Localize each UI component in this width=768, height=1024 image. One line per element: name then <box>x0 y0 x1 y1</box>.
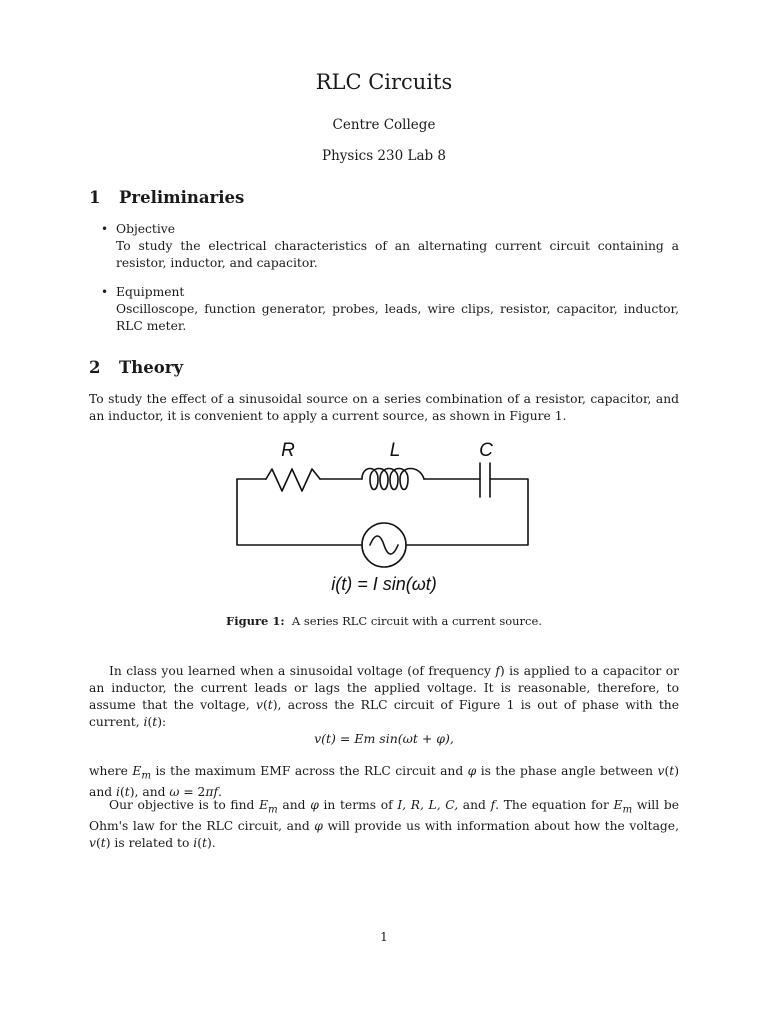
caption-label: Figure 1: <box>226 614 285 628</box>
label-l: L <box>389 440 401 461</box>
rlc-circuit-diagram <box>230 435 540 600</box>
caption-text: A series RLC circuit with a current source. <box>291 614 542 628</box>
sine-icon <box>370 536 398 554</box>
section-number: 1 <box>89 188 101 207</box>
page-title: RLC Circuits <box>315 70 453 94</box>
equipment-label: Equipment <box>116 285 185 299</box>
course-line: Physics 230 Lab 8 <box>321 148 447 164</box>
paragraph-phase: In class you learned when a sinusoidal voltage (of frequency f) is applied to a capacitor or an inductor, the current leads or lags the applied voltage. It is reasonable, therefore, to assume that the voltage, v(t), across the RLC circuit of Figure 1 is out of phase with the current, i(t): <box>89 664 679 729</box>
label-c: C <box>479 440 493 461</box>
theory-intro: To study the effect of a sinusoidal source on a series combination of a resistor, capacitor, and an inductor, it is convenient to apply a current source, as shown in Figure 1. <box>89 392 679 423</box>
objective-label: Objective <box>116 222 176 236</box>
section-title: Preliminaries <box>119 188 245 207</box>
resistor-symbol <box>266 469 320 491</box>
equipment-text: Oscilloscope, function generator, probes, leads, wire clips, resistor, capacitor, inductor, RLC meter. <box>116 302 679 333</box>
section-number: 2 <box>89 358 101 377</box>
bullet-icon: • <box>101 222 109 236</box>
objective-text: To study the electrical characteristics of an alternating current circuit containing a resistor, inductor, and capacitor. <box>116 239 679 270</box>
institution: Centre College <box>332 117 436 133</box>
section-heading-theory <box>89 358 183 377</box>
section-heading-preliminaries <box>89 188 244 207</box>
wire-right <box>406 479 528 545</box>
page-number: 1 <box>380 930 388 944</box>
label-r: R <box>281 440 295 461</box>
bullet-icon: • <box>101 285 109 299</box>
main-equation: v(t) = Em sin(ωt + φ), <box>314 731 454 746</box>
source-equation: i(t) = I sin(ωt) <box>331 574 437 594</box>
paragraph-objective: Our objective is to find $E_m$ and φ in terms of I, R, L, C, and f. The equation for $E_m$ will be Ohm's law for the RLC circuit, and φ will provide us with information about how the voltage, v(t) is related to i(t). <box>89 798 679 851</box>
paragraph-where: where $E_m$ is the maximum EMF across the RLC circuit and φ is the phase angle between v(t) and i(t), and ω = 2πf. <box>89 764 680 800</box>
wire-left <box>237 479 362 545</box>
section-title: Theory <box>119 358 184 377</box>
figure-caption <box>0 614 768 628</box>
inductor-symbol <box>362 469 424 490</box>
